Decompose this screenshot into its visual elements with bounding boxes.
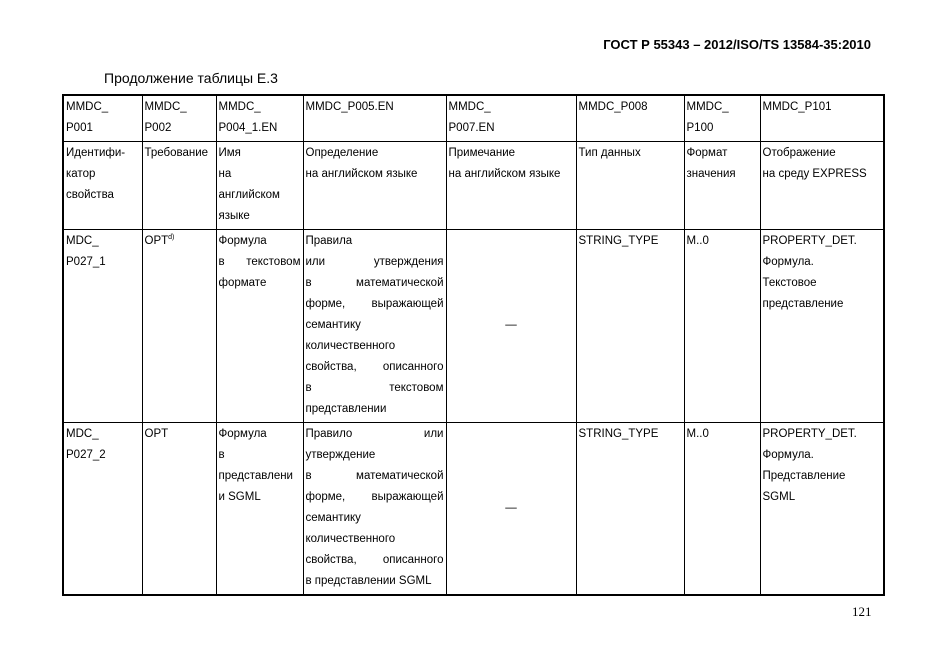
definition-line: семантику <box>305 512 361 524</box>
definition-line: свойства, описанного <box>305 361 444 373</box>
definition-line: утверждение <box>305 449 376 461</box>
definition-line: в представлении SGML <box>305 575 432 587</box>
name-line: Формула <box>218 235 267 247</box>
name-cell <box>216 423 303 596</box>
note-cell: — <box>446 230 576 423</box>
definition-line: количественного <box>305 533 396 545</box>
header-code-cell: MMDC_P101 <box>760 95 884 142</box>
name-line: представлени <box>218 470 293 482</box>
name-line: в текстовом <box>218 256 301 268</box>
header-label-cell: Формат значения <box>684 142 760 230</box>
code-header-row <box>63 95 884 142</box>
definition-line: семантику <box>305 319 361 331</box>
header-label-cell: Определение на английском языке <box>303 142 446 230</box>
definition-line: в математической <box>305 470 444 482</box>
header-code-cell: MMDC_ P001 <box>63 95 142 142</box>
mapping-cell: PROPERTY_DET. Формула. Представление SGML <box>760 423 884 596</box>
format-cell: M..0 <box>684 230 760 423</box>
name-line: Формула <box>218 428 267 440</box>
spec-table <box>62 94 885 596</box>
name-cell <box>216 230 303 423</box>
header-code-cell: MMDC_ P100 <box>684 95 760 142</box>
header-label-cell: Имя на английском языке <box>216 142 303 230</box>
header-label-cell: Идентифи- катор свойства <box>63 142 142 230</box>
requirement-cell: OPT <box>142 423 216 596</box>
definition-line: в математической <box>305 277 444 289</box>
definition-line: форме, выражающей <box>305 491 444 503</box>
header-code-cell: MMDC_ P007.EN <box>446 95 576 142</box>
definition-line: или утверждения <box>305 256 444 268</box>
footnote-marker: d) <box>168 234 175 242</box>
document-header: ГОСТ Р 55343 – 2012/ISO/TS 13584-35:2010 <box>603 37 871 52</box>
header-code-cell: MMDC_P008 <box>576 95 684 142</box>
property-id-cell: MDC_ P027_2 <box>63 423 142 596</box>
page-number: 121 <box>852 604 872 619</box>
table-row <box>63 423 884 596</box>
header-code-cell: MMDC_ P002 <box>142 95 216 142</box>
header-code-cell: MMDC_ P004_1.EN <box>216 95 303 142</box>
header-label-cell: Примечание на английском языке <box>446 142 576 230</box>
label-header-row <box>63 142 884 230</box>
data-type-cell: STRING_TYPE <box>576 423 684 596</box>
data-type-cell: STRING_TYPE <box>576 230 684 423</box>
definition-line: свойства, описанного <box>305 554 444 566</box>
definition-line: в текстовом <box>305 382 444 394</box>
header-label-cell: Требование <box>142 142 216 230</box>
definition-line: представлении <box>305 403 387 415</box>
header-label-cell: Тип данных <box>576 142 684 230</box>
definition-cell <box>303 423 446 596</box>
name-line: формате <box>218 277 267 289</box>
mapping-cell: PROPERTY_DET. Формула. Текстовое представление <box>760 230 884 423</box>
definition-line: количественного <box>305 340 396 352</box>
format-cell: M..0 <box>684 423 760 596</box>
name-line: и SGML <box>218 491 261 503</box>
definition-line: Правила <box>305 235 353 247</box>
definition-line: форме, выражающей <box>305 298 444 310</box>
header-label-cell: Отображение на среду EXPRESS <box>760 142 884 230</box>
header-code-cell: MMDC_P005.EN <box>303 95 446 142</box>
requirement-value: OPT <box>144 235 169 247</box>
definition-line: Правило или <box>305 428 444 440</box>
table-caption: Продолжение таблицы Е.3 <box>104 70 278 86</box>
table-row <box>63 230 884 423</box>
definition-cell <box>303 230 446 423</box>
requirement-cell <box>142 230 216 423</box>
name-line: в <box>218 449 225 461</box>
note-cell: — <box>446 423 576 596</box>
property-id-cell: MDC_ P027_1 <box>63 230 142 423</box>
